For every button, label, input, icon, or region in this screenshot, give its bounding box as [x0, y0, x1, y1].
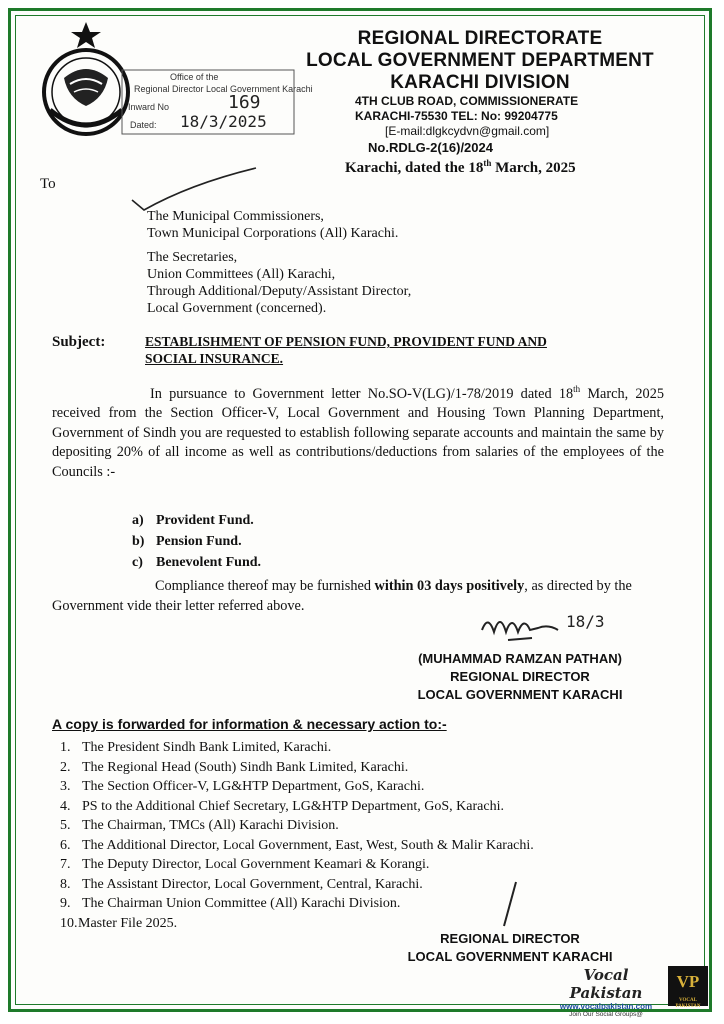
para-sup: th [573, 384, 581, 394]
list-item-text: The Chairman Union Committee (All) Karachi Division. [82, 896, 401, 911]
tick-mark-icon [130, 164, 260, 214]
list-item [60, 855, 680, 875]
list-item-text: The Section Officer-V, LG&HTP Department, GoS, Karachi. [82, 779, 425, 794]
list-item [60, 738, 680, 758]
addressee-line: Town Municipal Corporations (All) Karachi. [147, 226, 399, 241]
list-item [60, 875, 680, 895]
list-item-text: The Assistant Director, Local Government, Central, Karachi. [82, 876, 423, 892]
stamp-director: Regional Director Local Government Karachi [134, 84, 313, 94]
stamp-inward-value: 169 [228, 92, 261, 113]
date-prefix: Karachi, dated the 18 [345, 160, 484, 176]
stamp-inward-label: Inward No [128, 102, 170, 112]
comply-bold: within 03 days positively [374, 578, 525, 594]
vocal-pakistan-logo-icon [668, 966, 708, 1009]
letterhead-address [355, 94, 655, 139]
list-item-num: 3. [60, 779, 71, 794]
signatory-title2: LOCAL GOVERNMENT KARACHI [417, 687, 623, 702]
copy-heading: A copy is forwarded for information & necessary action to:- [52, 716, 447, 732]
fund-item [132, 510, 261, 531]
list-item [60, 894, 680, 914]
list-item-text: The Deputy Director, Local Government Keamari & Korangi. [82, 857, 430, 872]
fund-letter: c) [132, 555, 143, 570]
addressee-line: Through Additional/Deputy/Assistant Director, [147, 284, 412, 299]
inward-stamp [120, 68, 313, 138]
fund-item [132, 531, 261, 552]
fund-name: Pension Fund. [156, 534, 242, 549]
fund-letter: b) [132, 534, 145, 549]
list-item-text: PS to the Additional Chief Secretary, LG&HTP Department, GoS, Karachi. [82, 798, 504, 814]
fund-name: Provident Fund. [156, 513, 254, 528]
letter-date [345, 158, 576, 177]
signature-block-2 [380, 930, 640, 966]
signature-block-1 [380, 650, 660, 704]
addressee-block-2 [147, 249, 667, 317]
para-start: In pursuance to Government letter No.SO-V(LG)/1-78/2019 dated 18 [150, 385, 574, 402]
subject-text [145, 333, 665, 367]
list-item-num: 7. [60, 857, 71, 872]
body-paragraph [52, 380, 664, 482]
list-item-num: 8. [60, 876, 71, 892]
letterhead-line3: KARACHI DIVISION [390, 72, 570, 93]
list-item-num: 4. [60, 798, 71, 814]
list-item-num: 2. [60, 759, 71, 775]
signatory-name: (MUHAMMAD RAMZAN PATHAN) [418, 651, 622, 666]
to-label: To [40, 176, 56, 192]
list-item-text: The Chairman, TMCs (All) Karachi Division. [82, 818, 339, 833]
addressee-line: The Municipal Commissioners, [147, 209, 324, 224]
subject-label: Subject: [52, 334, 106, 350]
fund-letter: a) [132, 513, 144, 528]
letterhead-line1: REGIONAL DIRECTORATE [357, 28, 603, 49]
copy-list [60, 738, 680, 933]
list-item [60, 777, 680, 797]
letterhead [290, 28, 670, 94]
list-item-num: 9. [60, 896, 71, 911]
addressee-block-1 [147, 208, 667, 242]
list-item [60, 836, 680, 856]
funds-list [132, 510, 261, 573]
watermark-name: Vocal Pakistan [569, 966, 643, 1002]
list-item-num: 6. [60, 837, 71, 853]
comply-end: , as directed by the Government vide their letter referred above. [52, 578, 632, 614]
reference-number: No.RDLG-2(16)/2024 [368, 140, 493, 155]
date-suffix: March, 2025 [491, 160, 576, 176]
stamp-office: Office of the [170, 72, 219, 82]
fund-name: Benevolent Fund. [156, 555, 262, 570]
date-sup: th [483, 158, 492, 168]
list-item [60, 816, 680, 836]
comply-start: Compliance thereof may be furnished [155, 578, 375, 594]
list-item-text: The Regional Head (South) Sindh Bank Limited, Karachi. [82, 759, 409, 775]
list-item-num: 10. [60, 915, 78, 931]
address-email: [E-mail:dlgkcydvn@gmail.com] [385, 124, 550, 138]
signature-initials: 18/3 [566, 612, 605, 631]
list-item-text: The Additional Director, Local Government, East, West, South & Malir Karachi. [82, 837, 534, 853]
para-rest: March, 2025 received from the Section Officer-V, Local Government and Housing Town Planning Department, Government of Sindh you are requested to establish following separate accounts and maintain the same by depositing 20% of all income as well as contributions/deductions from salaries of the employees of the Councils :- [52, 385, 664, 480]
watermark-url: www.vocalpakistan.com [559, 1002, 653, 1011]
addressee-line: Local Government (concerned). [147, 301, 327, 316]
subject-line1: ESTABLISHMENT OF PENSION FUND, PROVIDENT FUND AND [145, 334, 547, 349]
stamp-dated-label: Dated: [130, 120, 157, 130]
signatory-title1: REGIONAL DIRECTOR [450, 669, 590, 684]
letterhead-line2: LOCAL GOVERNMENT DEPARTMENT [306, 50, 654, 71]
signatory-title2: LOCAL GOVERNMENT KARACHI [407, 949, 613, 964]
signature-stroke-icon [496, 880, 526, 930]
list-item-num: 5. [60, 818, 71, 833]
list-item-text: Master File 2025. [78, 915, 178, 931]
list-item-num: 1. [60, 740, 71, 755]
address-line2: KARACHI-75530 TEL: No: 99204775 [355, 109, 558, 123]
logo-text: VP [676, 972, 700, 991]
watermark-join: Join Our Social Groups@ [569, 1011, 643, 1018]
list-item [60, 758, 680, 778]
address-line1: 4TH CLUB ROAD, COMMISSIONERATE [355, 94, 579, 108]
list-item-text: The President Sindh Bank Limited, Karachi. [82, 740, 332, 755]
signatory-title1: REGIONAL DIRECTOR [440, 931, 580, 946]
logo-subtext: VOCAL PAKISTAN [675, 998, 701, 1009]
list-item [60, 797, 680, 817]
fund-item [132, 552, 261, 573]
addressee-line: The Secretaries, [147, 250, 238, 265]
stamp-dated-value: 18/3/2025 [180, 112, 267, 131]
addressee-line: Union Committees (All) Karachi, [147, 267, 336, 282]
watermark-brand [548, 966, 664, 1018]
subject-line2: SOCIAL INSURANCE. [145, 351, 284, 366]
